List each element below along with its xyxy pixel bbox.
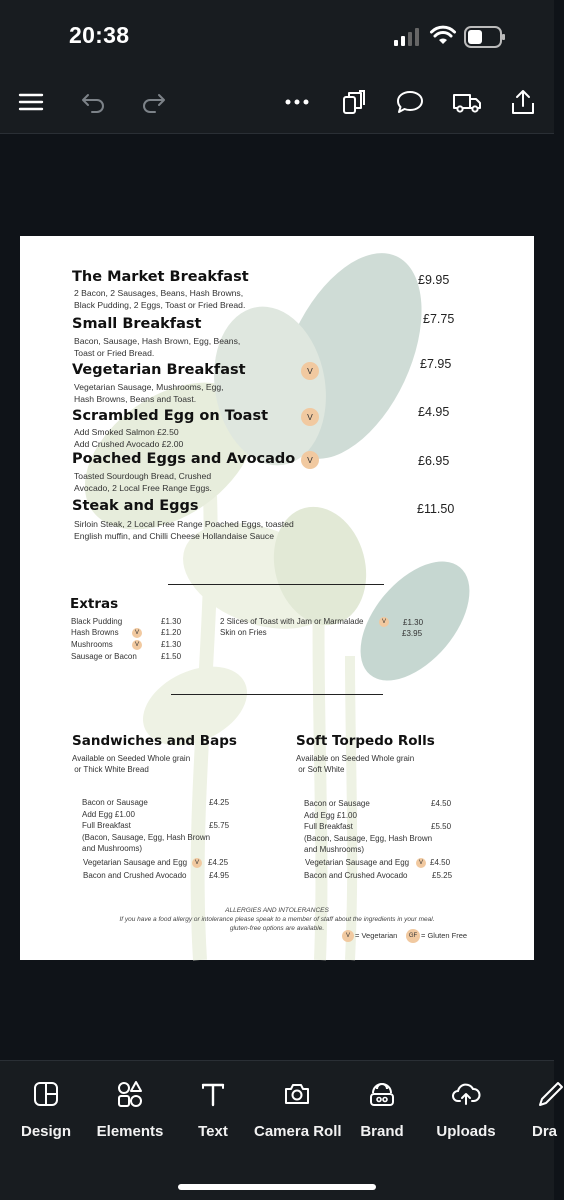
more-icon (282, 87, 312, 117)
vegetarian-badge: V (192, 858, 202, 868)
extra-name: Sausage or Bacon (71, 652, 137, 661)
extra-name: Hash Browns (71, 628, 119, 637)
item-name: Scrambled Egg on Toast (72, 408, 269, 424)
allergy-text: gluten-free options are available. (229, 925, 325, 932)
rolls-title: Soft Torpedo Rolls (296, 733, 435, 749)
tab-design[interactable] (18, 1079, 74, 1140)
item-description: Bacon, Sausage, Hash Brown, Egg, Beans, Toast or Fried Bread. (74, 336, 241, 358)
roll-item: Bacon and Crushed Avocado (304, 871, 408, 880)
sandwich-price: £4.25 (209, 798, 230, 807)
gluten-free-badge: GF (406, 929, 420, 943)
vegetarian-badge: V (379, 617, 389, 627)
elements-icon (115, 1079, 145, 1109)
tab-label: Design (20, 1123, 71, 1140)
design-canvas[interactable] (0, 135, 554, 1060)
vegetarian-badge: V (132, 628, 142, 638)
tab-label: Elements (96, 1123, 164, 1140)
roll-item: Vegetarian Sausage and Egg (305, 858, 410, 867)
undo-icon (78, 87, 108, 117)
sandwich-price: £5.75 (209, 821, 230, 830)
extra-price: £1.30 (161, 640, 182, 649)
item-description: Vegetarian Sausage, Mushrooms, Egg, Hash Browns, Beans and Toast. (74, 382, 224, 404)
sandwiches-subtitle: Available on Seeded Whole grain or Thick White Bread (72, 754, 191, 774)
divider (171, 694, 383, 695)
sandwich-item: (Bacon, Sausage, Egg, Hash Brown (82, 833, 211, 842)
extras-title: Extras (70, 596, 119, 612)
tab-label: Brand (360, 1123, 404, 1140)
delivery-icon (452, 87, 482, 117)
vegetarian-badge: V (301, 408, 319, 426)
text-icon (198, 1079, 228, 1109)
tab-label: Dra (532, 1123, 558, 1140)
divider (168, 584, 384, 585)
vegetarian-badge: V (301, 362, 319, 380)
vegetarian-badge: V (132, 640, 142, 650)
editor-toolbar (0, 72, 554, 134)
item-description: Toasted Sourdough Bread, Crushed Avocado, 2 Local Free Range Eggs. (74, 471, 212, 493)
item-name: Small Breakfast (72, 316, 202, 332)
sandwiches-title: Sandwiches and Baps (72, 733, 237, 749)
menu-icon (16, 87, 46, 117)
item-price: £9.95 (418, 273, 450, 287)
camera-icon (282, 1079, 312, 1109)
delivery-button[interactable] (451, 86, 483, 118)
vegetarian-badge: V (301, 451, 319, 469)
item-price: £6.95 (418, 454, 450, 468)
extra-price: £1.50 (161, 652, 182, 661)
pages-button[interactable] (337, 86, 369, 118)
roll-item: Add Egg £1.00 (304, 811, 357, 820)
tab-label: Uploads (436, 1123, 496, 1140)
uploads-icon (451, 1079, 481, 1109)
extra-name: Skin on Fries (220, 628, 267, 637)
brand-icon (367, 1079, 397, 1109)
sandwich-item: Full Breakfast (82, 821, 131, 830)
legend-gluten-free: = Gluten Free (421, 931, 468, 940)
comment-button[interactable] (394, 86, 426, 118)
roll-price: £5.25 (432, 871, 453, 880)
roll-price: £4.50 (431, 799, 452, 808)
home-indicator[interactable] (178, 1184, 376, 1190)
roll-item: (Bacon, Sausage, Egg, Hash Brown (304, 834, 433, 843)
tab-brand[interactable] (356, 1079, 408, 1140)
design-icon (31, 1079, 61, 1109)
item-price: £7.75 (423, 312, 455, 326)
tab-text[interactable] (188, 1079, 238, 1140)
extra-name: Black Pudding (71, 617, 123, 626)
item-name: Vegetarian Breakfast (72, 362, 246, 378)
draw-icon (534, 1079, 564, 1109)
sandwich-item: Vegetarian Sausage and Egg (83, 858, 188, 867)
tab-draw[interactable] (526, 1079, 558, 1140)
sandwich-price: £4.95 (209, 871, 230, 880)
extra-price: £3.95 (402, 629, 423, 638)
extra-price: £1.30 (403, 618, 424, 627)
extra-name: Mushrooms (71, 640, 113, 649)
item-description: Add Smoked Salmon £2.50 Add Crushed Avocado £2.00 (74, 427, 184, 449)
share-icon (508, 87, 538, 117)
undo-button[interactable] (77, 86, 109, 118)
extra-price: £1.30 (161, 617, 182, 626)
tab-camera-roll[interactable] (254, 1079, 340, 1140)
pages-icon (338, 87, 368, 117)
battery-icon (464, 26, 506, 48)
share-button[interactable] (507, 86, 539, 118)
sandwich-item: and Mushrooms) (82, 844, 143, 853)
comment-icon (395, 87, 425, 117)
bottom-toolbar (0, 1060, 558, 1200)
allergy-text: If you have a food allergy or intolerance please speak to a member of staff about the ingredients in your meal. (119, 916, 435, 923)
wifi-icon (430, 26, 456, 46)
vegetarian-badge: V (342, 930, 354, 942)
tab-uploads[interactable] (432, 1079, 500, 1140)
item-price: £11.50 (417, 502, 455, 516)
tab-label: Text (198, 1123, 228, 1140)
redo-button[interactable] (138, 86, 170, 118)
redo-icon (139, 87, 169, 117)
sandwich-item: Bacon and Crushed Avocado (83, 871, 187, 880)
rolls-subtitle: Available on Seeded Whole grain or Soft White (296, 754, 415, 774)
item-name: The Market Breakfast (72, 269, 249, 285)
roll-item: and Mushrooms) (304, 845, 365, 854)
item-price: £7.95 (420, 357, 452, 371)
status-time: 20:38 (69, 22, 130, 48)
item-description: Sirloin Steak, 2 Local Free Range Poached Eggs, toasted English muffin, and Chilli Cheese Hollandaise Sauce (74, 519, 294, 541)
item-name: Steak and Eggs (72, 498, 199, 514)
menu-page[interactable] (20, 236, 534, 960)
extra-name: 2 Slices of Toast with Jam or Marmalade (220, 617, 364, 626)
more-button[interactable] (281, 86, 313, 118)
sandwich-item: Add Egg £1.00 (82, 810, 135, 819)
roll-price: £5.50 (431, 822, 452, 831)
sandwich-item: Bacon or Sausage (82, 798, 148, 807)
roll-price: £4.50 (430, 858, 451, 867)
cellular-signal-icon (394, 28, 422, 46)
tab-elements[interactable] (94, 1079, 166, 1140)
tab-label: Camera Roll (254, 1123, 342, 1140)
menu-button[interactable] (15, 86, 47, 118)
vegetarian-badge: V (416, 858, 426, 868)
status-bar (0, 0, 554, 72)
item-name: Poached Eggs and Avocado (72, 451, 296, 467)
extra-price: £1.20 (161, 628, 182, 637)
item-price: £4.95 (418, 405, 450, 419)
roll-item: Bacon or Sausage (304, 799, 370, 808)
roll-item: Full Breakfast (304, 822, 353, 831)
sandwich-price: £4.25 (208, 858, 229, 867)
item-description: 2 Bacon, 2 Sausages, Beans, Hash Browns, Black Pudding, 2 Eggs, Toast or Fried Bread. (74, 288, 246, 310)
allergy-title: ALLERGIES AND INTOLERANCES (225, 907, 329, 914)
legend-vegetarian: = Vegetarian (355, 931, 398, 940)
